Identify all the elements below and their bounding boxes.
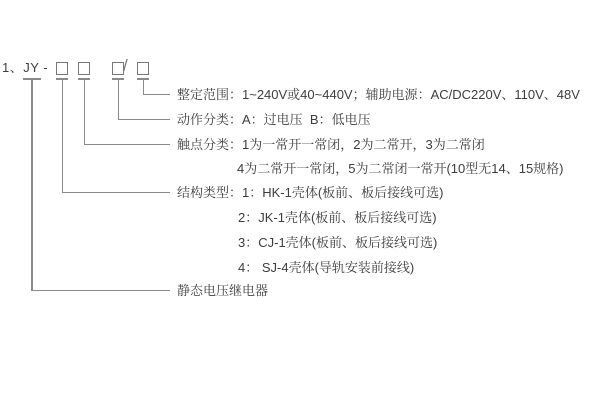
label-structure-type-3: 3：CJ-1壳体(板前、板后接线可选) [238,235,438,250]
connector-vertical-prefix [31,78,33,291]
connector-horizontal-structure-type [62,192,171,194]
connector-vertical-box-2 [84,78,86,145]
label-structure-type-1: 结构类型：1：HK-1壳体(板前、板后接线可选) [177,185,444,200]
label-contact-class: 触点分类：1为一常开一常闭，2为二常开，3为二常闭 [177,137,485,152]
model-slash-mark: / [123,56,128,75]
label-action-class: 动作分类：A：过电压 B：低电压 [177,112,371,127]
connector-horizontal-product-name [31,290,170,292]
model-prefix: 1、JY - [2,60,49,75]
label-structure-type-4: 4： SJ-4壳体(导轨安装前接线) [238,260,415,275]
label-product-name: 静态电压继电器 [177,283,269,298]
connector-vertical-box-3 [118,78,120,120]
connector-horizontal-setting-range [143,94,171,96]
label-structure-type-2: 2：JK-1壳体(板前、板后接线可选) [238,210,437,225]
model-digit-box-2 [78,62,90,75]
label-contact-class-cont: 4为二常开一常闭，5为二常闭一常开(10型无14、15规格) [237,161,564,176]
label-setting-range: 整定范围：1~240V或40~440V；辅助电源：AC/DC220V、110V、48V [177,87,580,102]
model-digit-box-4 [137,62,149,75]
connector-vertical-box-1 [62,78,64,193]
connector-horizontal-contact-class [84,144,171,146]
connector-horizontal-action-class [118,119,171,121]
connector-vertical-box-4 [143,78,145,95]
model-digit-box-1 [56,62,68,75]
